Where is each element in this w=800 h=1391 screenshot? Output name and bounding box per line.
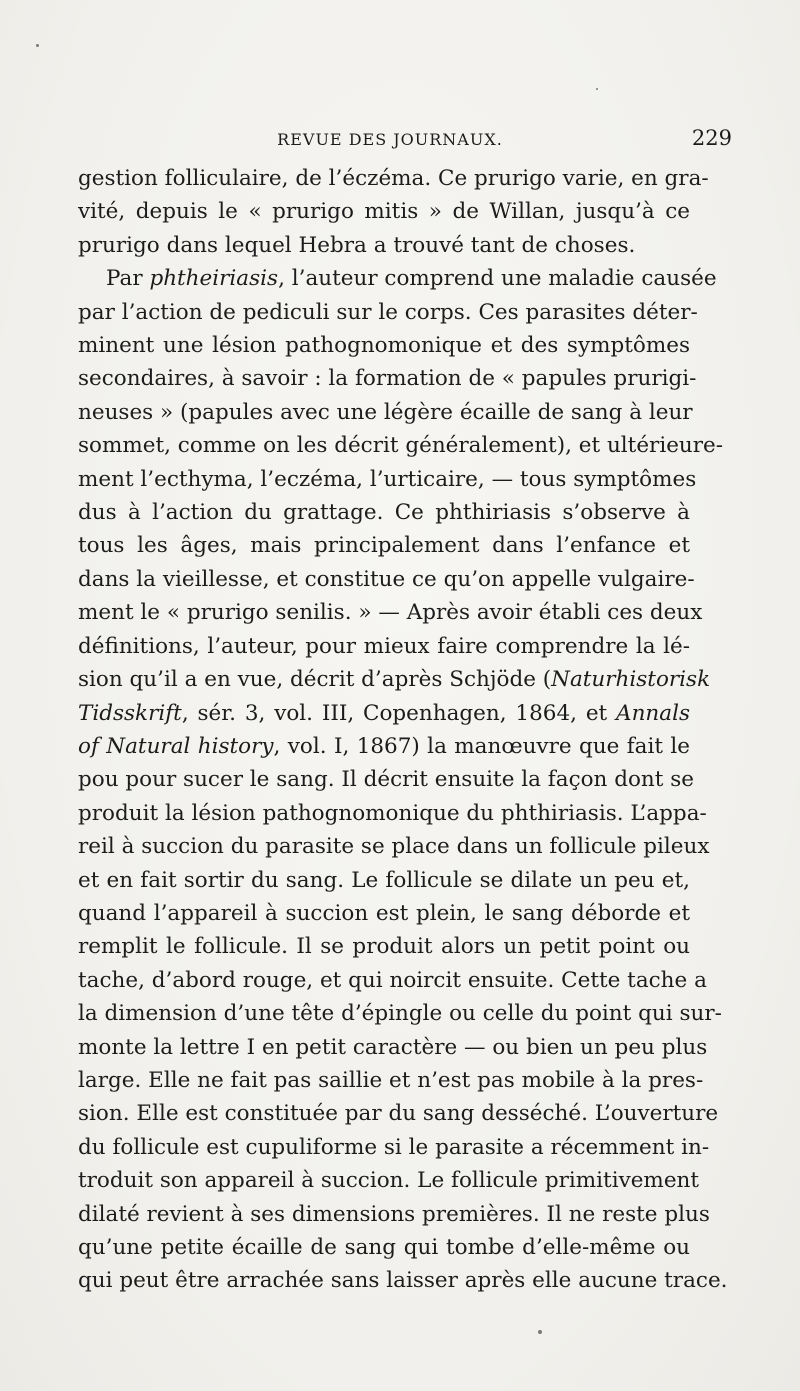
text-line: quand l’appareil à succion est plein, le sang déborde et bbox=[78, 900, 690, 926]
running-head-title: REVUE DES JOURNAUX. bbox=[277, 130, 503, 149]
text-line: monte la lettre I en petit caractère — ou bien un peu plus bbox=[78, 1034, 708, 1060]
running-head bbox=[80, 126, 732, 156]
italic-term: Naturhistorisk bbox=[551, 667, 711, 693]
text-line: du follicule est cupuliforme si le parasite a récemment in- bbox=[78, 1134, 710, 1160]
text-line: ment l’ecthyma, l’eczéma, l’urticaire, — tous symptômes bbox=[78, 466, 697, 492]
paper-speck bbox=[538, 1330, 542, 1334]
paper-speck bbox=[596, 88, 598, 90]
italic-term: Tidsskrift bbox=[78, 700, 182, 726]
text-line: dans la vieillesse, et constitue ce qu’on appelle vulgaire- bbox=[78, 566, 695, 592]
text-line: produit la lésion pathognomonique du phthiriasis. L’appa- bbox=[78, 800, 707, 826]
paper-speck bbox=[36, 44, 39, 47]
text-line: qu’une petite écaille de sang qui tombe d’elle-même ou bbox=[78, 1235, 690, 1260]
italic-term: of Natural history bbox=[78, 733, 274, 759]
page-number: 229 bbox=[691, 126, 732, 150]
text-line: tache, d’abord rouge, et qui noircit ensuite. Cette tache a bbox=[78, 967, 707, 993]
text-line: la dimension d’une tête d’épingle ou celle du point qui sur- bbox=[78, 1001, 722, 1027]
text-line: dus à l’action du grattage. Ce phthiriasis s’observe à bbox=[78, 500, 690, 526]
text-line: large. Elle ne fait pas saillie et n’est pas mobile à la pres- bbox=[78, 1067, 704, 1093]
text-line: reil à succion du parasite se place dans un follicule pileux bbox=[78, 834, 710, 860]
text-line: sion qu’il a en vue, décrit d’après Schjöde (Naturhistorisk bbox=[78, 667, 711, 693]
text-line: neuses » (papules avec une légère écaille de sang à leur bbox=[78, 399, 693, 425]
text-line: Tidsskrift, sér. 3, vol. III, Copenhagen, 1864, et Annals bbox=[78, 700, 690, 726]
text-line: gestion folliculaire, de l’éczéma. Ce prurigo varie, en gra- bbox=[78, 166, 709, 191]
text-line: qui peut être arrachée sans laisser après elle aucune trace. bbox=[78, 1268, 728, 1294]
text-line: Par phtheiriasis, l’auteur comprend une maladie causée bbox=[106, 266, 717, 292]
text-line: tous les âges, mais principalement dans l’enfance et bbox=[78, 533, 690, 559]
text-line: par l’action de pediculi sur le corps. Ces parasites déter- bbox=[78, 299, 698, 325]
text-line: of Natural history, vol. I, 1867) la manœuvre que fait le bbox=[78, 733, 690, 759]
text-line: remplit le follicule. Il se produit alors un petit point ou bbox=[78, 934, 690, 960]
text-line: sommet, comme on les décrit généralement), et ultérieure- bbox=[78, 433, 724, 459]
text-line: dilaté revient à ses dimensions premières. Il ne reste plus bbox=[78, 1201, 710, 1227]
text-line: prurigo dans lequel Hebra a trouvé tant de choses. bbox=[78, 232, 636, 258]
body-text bbox=[78, 162, 728, 1298]
text-line: et en fait sortir du sang. Le follicule se dilate un peu et, bbox=[78, 867, 690, 893]
text-line: sion. Elle est constituée par du sang desséché. L’ouverture bbox=[78, 1101, 719, 1127]
text-line: secondaires, à savoir : la formation de « papules prurigi- bbox=[78, 366, 697, 392]
text-line: troduit son appareil à succion. Le follicule primitivement bbox=[78, 1168, 700, 1194]
italic-term: phtheiriasis bbox=[149, 266, 279, 292]
text-line: vité, depuis le « prurigo mitis » de Willan, jusqu’à ce bbox=[78, 199, 690, 225]
text-line: ment le « prurigo senilis. » — Après avoir établi ces deux bbox=[78, 600, 703, 626]
text-line: définitions, l’auteur, pour mieux faire comprendre la lé- bbox=[78, 633, 690, 659]
italic-term: Annals bbox=[616, 700, 690, 726]
text-line: minent une lésion pathognomonique et des symptômes bbox=[78, 333, 690, 359]
text-line: pou pour sucer le sang. Il décrit ensuite la façon dont se bbox=[78, 767, 695, 793]
